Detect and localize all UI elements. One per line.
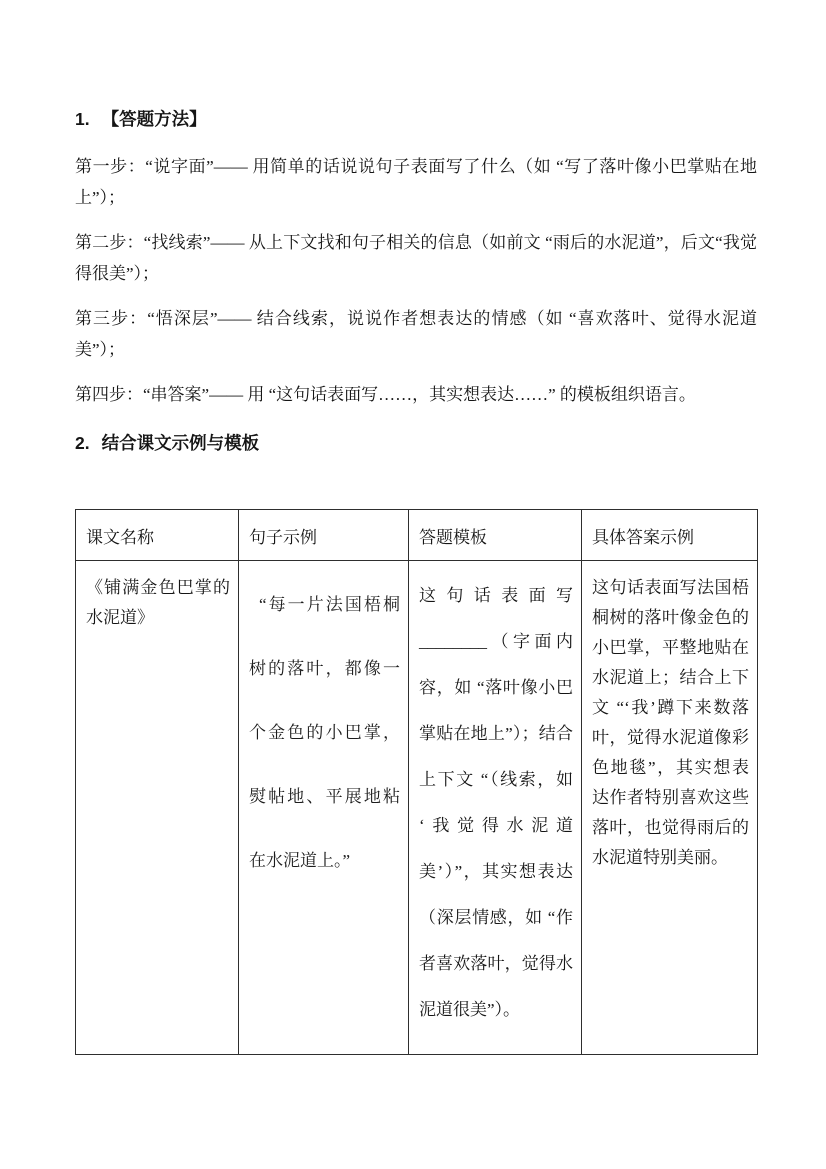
section2-heading <box>75 430 757 455</box>
step2-paragraph: 第二步：“找线索”—— 从上下文找和句子相关的信息（如前文 “雨后的水泥道”，后文“我觉得很美”）； <box>75 233 757 283</box>
section1-number: 1. <box>75 109 90 129</box>
cell-concrete-answer: 这句话表面写法国梧桐树的落叶像金色的小巴掌，平整地贴在水泥道上；结合上下文 “‘我’蹲下来数落叶，觉得水泥道像彩色地毯”，其实想表达作者特别喜欢这些落叶，也觉得雨后的水泥道特别美丽。 <box>582 561 758 1055</box>
table-header-row <box>76 510 758 561</box>
table-row <box>76 561 758 1055</box>
section1-title: 【答题方法】 <box>101 109 207 129</box>
section2-title: 结合课文示例与模板 <box>101 433 260 453</box>
step1-paragraph: 第一步：“说字面”—— 用简单的话说说句子表面写了什么（如 “写了落叶像小巴掌贴在地上”）； <box>75 157 757 207</box>
cell-answer-template: 这句话表面写________（字面内容，如 “落叶像小巴掌贴在地上”）；结合上下文 “（线索，如 ‘我觉得水泥道美’）”，其实想表达（深层情感，如 “作者喜欢落叶，觉得水泥道很美”）。 <box>409 561 582 1055</box>
example-table <box>75 509 758 1055</box>
step3-paragraph: 第三步：“悟深层”—— 结合线索，说说作者想表达的情感（如 “喜欢落叶、觉得水泥道美”）； <box>75 309 757 359</box>
cell-sentence-example: “每一片法国梧桐树的落叶，都像一个金色的小巴掌，熨帖地、平展地粘在水泥道上。” <box>239 561 409 1055</box>
step4-paragraph: 第四步：“串答案”—— 用 “这句话表面写……，其实想表达……” 的模板组织语言。 <box>75 385 696 404</box>
cell-lesson-name: 《铺满金色巴掌的水泥道》 <box>76 561 239 1055</box>
section2-number: 2. <box>75 433 90 453</box>
column-header-answer-template: 答题模板 <box>409 510 582 561</box>
section1-heading <box>75 106 757 131</box>
column-header-lesson-name: 课文名称 <box>76 510 239 561</box>
column-header-sentence-example: 句子示例 <box>239 510 409 561</box>
column-header-concrete-answer: 具体答案示例 <box>582 510 758 561</box>
